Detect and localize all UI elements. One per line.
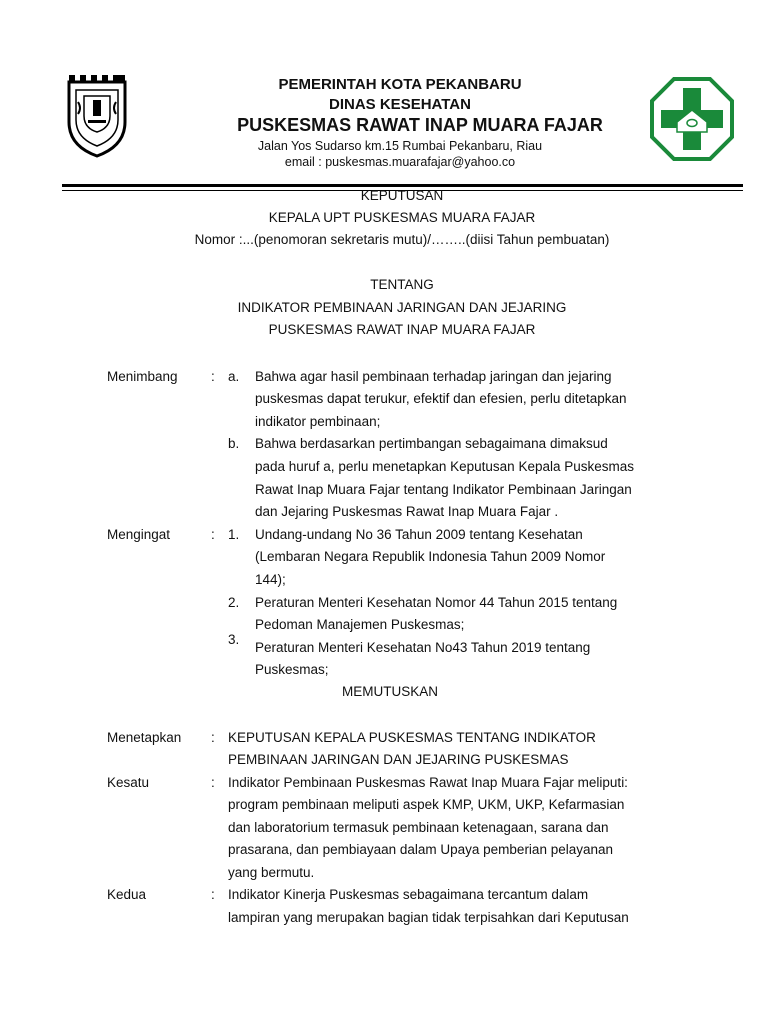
mengingat-3-mark: 3.: [228, 632, 240, 647]
kesatu-label: Kesatu: [107, 775, 150, 790]
city-emblem-icon: [66, 72, 128, 158]
doc-subject-line2: PUSKESMAS RAWAT INAP MUARA FAJAR: [268, 322, 536, 337]
menimbang-label: Menimbang: [107, 369, 178, 384]
kedua-line: lampiran yang merupakan bagian tidak terpisahkan dari Keputusan: [228, 910, 629, 925]
header-divider: [62, 184, 743, 187]
mengingat-1-mark: 1.: [228, 527, 240, 542]
mengingat-label: Mengingat: [107, 527, 171, 542]
menetapkan-label: Menetapkan: [107, 730, 182, 745]
menimbang-b-line: pada huruf a, perlu menetapkan Keputusan Kepala Puskesmas: [255, 459, 635, 474]
mengingat-1-line: (Lembaran Negara Republik Indonesia Tahun 2009 Nomor: [255, 549, 606, 564]
kesatu-line: yang bermutu.: [228, 865, 315, 880]
menimbang-b-mark: b.: [228, 436, 240, 451]
puskesmas-cross-icon: [649, 76, 735, 162]
doc-number: Nomor :...(penomoran sekretaris mutu)/……..(diisi Tahun pembuatan): [194, 232, 610, 247]
menetapkan-line: KEPUTUSAN KEPALA PUSKESMAS TENTANG INDIKATOR: [228, 730, 596, 745]
header-institution: PUSKESMAS RAWAT INAP MUARA FAJAR: [237, 115, 603, 135]
mengingat-2-mark: 2.: [228, 595, 240, 610]
header-department: DINAS KESEHATAN: [329, 96, 471, 113]
menimbang-b-line: Rawat Inap Muara Fajar tentang Indikator Pembinaan Jaringan: [255, 482, 632, 497]
menimbang-b-line: dan Jejaring Puskesmas Rawat Inap Muara Fajar .: [255, 504, 559, 519]
doc-subject-line1: INDIKATOR PEMBINAAN JARINGAN DAN JEJARING: [237, 300, 567, 315]
doc-issuer: KEPALA UPT PUSKESMAS MUARA FAJAR: [268, 210, 536, 225]
kesatu-line: program pembinaan meliputi aspek KMP, UKM, UKP, Kefarmasian: [228, 797, 625, 812]
menimbang-b-line: Bahwa berdasarkan pertimbangan sebagaimana dimaksud: [255, 436, 608, 451]
kedua-label: Kedua: [107, 887, 147, 902]
mengingat-1-line: Undang-undang No 36 Tahun 2009 tentang Kesehatan: [255, 527, 583, 542]
mengingat-3-line: Peraturan Menteri Kesehatan No43 Tahun 2019 tentang: [255, 640, 591, 655]
kesatu-colon: :: [211, 775, 215, 790]
kesatu-line: Indikator Pembinaan Puskesmas Rawat Inap Muara Fajar meliputi:: [228, 775, 628, 790]
kedua-line: Indikator Kinerja Puskesmas sebagaimana tercantum dalam: [228, 887, 589, 902]
menetapkan-line: PEMBINAAN JARINGAN DAN JEJARING PUSKESMAS: [228, 752, 569, 767]
kesatu-line: dan laboratorium termasuk pembinaan ketenagaan, sarana dan: [228, 820, 609, 835]
mengingat-2-line: Pedoman Manajemen Puskesmas;: [255, 617, 465, 632]
header-address: Jalan Yos Sudarso km.15 Rumbai Pekanbaru, Riau: [257, 139, 543, 153]
kesatu-line: prasarana, dan pembiayaan dalam Upaya pemberian pelayanan: [228, 842, 614, 857]
menimbang-a-line: puskesmas dapat terukur, efektif dan efesien, perlu ditetapkan: [255, 391, 627, 406]
mengingat-2-line: Peraturan Menteri Kesehatan Nomor 44 Tahun 2015 tentang: [255, 595, 618, 610]
menimbang-a-line: Bahwa agar hasil pembinaan terhadap jaringan dan jejaring: [255, 369, 612, 384]
menimbang-a-mark: a.: [228, 369, 240, 384]
doc-type: KEPUTUSAN: [360, 188, 444, 203]
mengingat-3-line: Puskesmas;: [255, 662, 329, 677]
menimbang-a-line: indikator pembinaan;: [255, 414, 381, 429]
menimbang-colon: :: [211, 369, 215, 384]
menetapkan-colon: :: [211, 730, 215, 745]
header-email: email : puskesmas.muarafajar@yahoo.co: [284, 155, 516, 169]
header-government: PEMERINTAH KOTA PEKANBARU: [278, 76, 522, 93]
memutuskan-heading: MEMUTUSKAN: [342, 684, 439, 699]
doc-tentang: TENTANG: [370, 277, 434, 292]
kedua-colon: :: [211, 887, 215, 902]
mengingat-1-line: 144);: [255, 572, 286, 587]
mengingat-colon: :: [211, 527, 215, 542]
